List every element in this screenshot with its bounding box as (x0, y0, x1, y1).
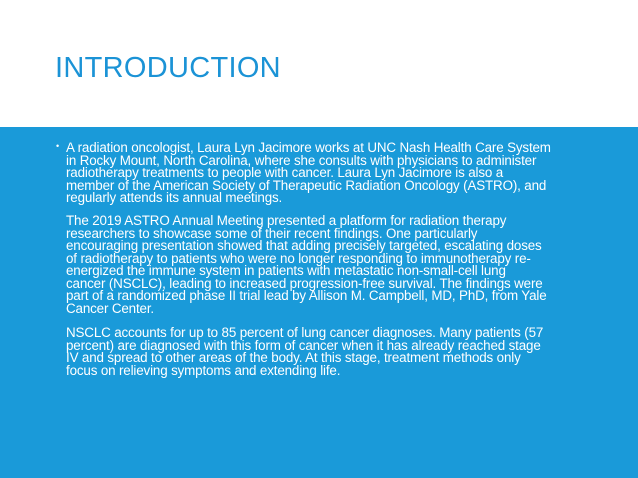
text-line: encouraging presentation showed that adding precisely targeted, escalating doses (66, 238, 542, 253)
text-line: radiotherapy treatments to people with cancer. Laura Lyn Jacimore is also a (66, 165, 504, 180)
text-line: IV and spread to other areas of the body. At this stage, treatment methods only (66, 350, 521, 365)
text-line: focus on relieving symptoms and extending life. (66, 362, 341, 378)
text-line: NSCLC accounts for up to 85 percent of lung cancer diagnoses. Many patients (57 (66, 325, 544, 340)
content-area (0, 127, 638, 478)
text-line: Cancer Center. (66, 300, 154, 316)
slide-title: INTRODUCTION (55, 52, 281, 84)
bullet-icon: • (56, 141, 60, 151)
text-line: of radiotherapy to patients who were no longer responding to immunotherapy re- (66, 250, 531, 266)
text-line: part of a randomized phase II trial lead by Allison M. Campbell, MD, PhD, from Yale (66, 288, 547, 303)
paragraph-3 (66, 327, 543, 377)
text-line: member of the American Society of Therapeutic Radiation Oncology (ASTRO), and (66, 177, 547, 193)
paragraph-2 (66, 215, 547, 315)
paragraph-1 (66, 142, 551, 205)
text-line: percent) are diagnosed with this form of cancer when it has already reached stage (66, 337, 541, 353)
text-line: energized the immune system in patients with metastatic non-small-cell lung (66, 263, 506, 278)
text-line: researchers to showcase some of their recent findings. One particularly (66, 225, 478, 241)
text-line: cancer (NSCLC), leading to increased progression-free survival. The findings were (66, 275, 543, 291)
text-line: in Rocky Mount, North Carolina, where she consults with physicians to administer (66, 152, 537, 168)
title-area (0, 0, 638, 127)
text-line: regularly attends its annual meetings. (66, 190, 283, 205)
text-line: The 2019 ASTRO Annual Meeting presented a platform for radiation therapy (66, 213, 507, 228)
text-line: A radiation oncologist, Laura Lyn Jacimore works at UNC Nash Health Care System (66, 140, 551, 155)
